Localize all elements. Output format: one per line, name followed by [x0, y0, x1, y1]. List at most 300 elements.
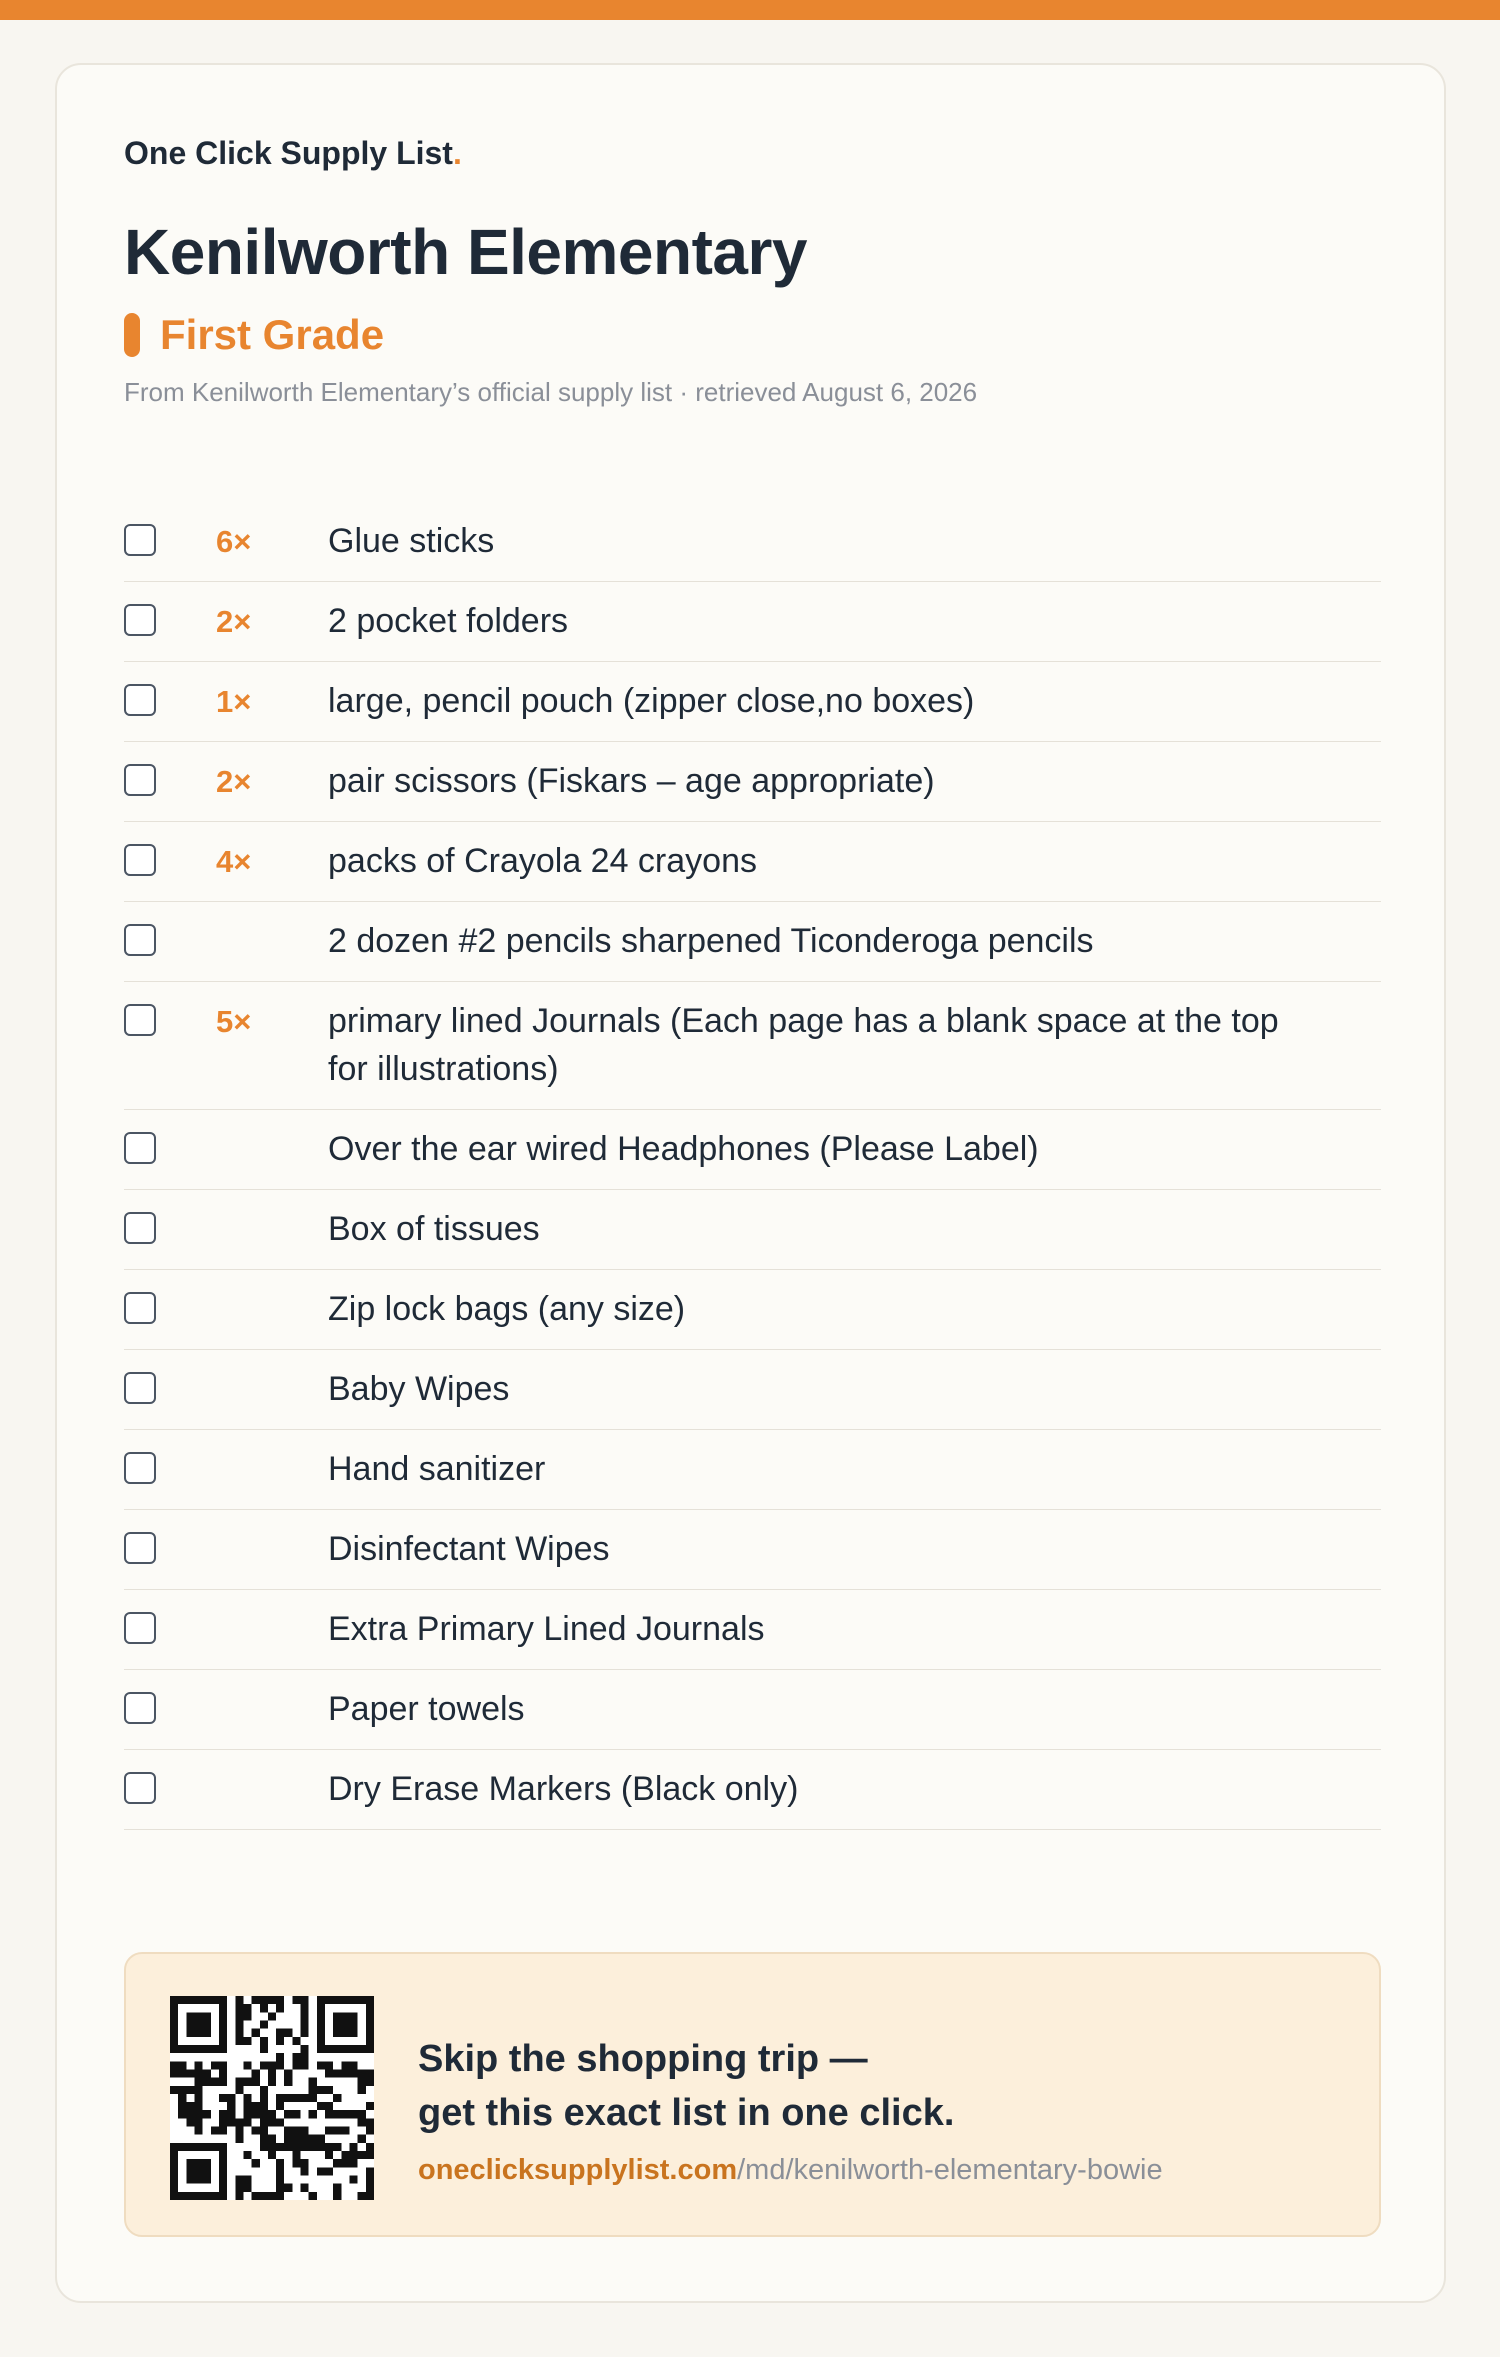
qr-module [219, 2127, 227, 2135]
qr-module [317, 2167, 325, 2175]
qr-module [260, 1996, 268, 2004]
qr-module [268, 2012, 276, 2020]
qr-module [317, 2102, 325, 2110]
qr-module [203, 2159, 211, 2167]
qr-module [178, 2069, 186, 2077]
qr-module [194, 2012, 202, 2020]
qr-module [243, 2004, 251, 2012]
list-item [124, 502, 1381, 582]
qr-module [301, 1996, 309, 2004]
qr-module [211, 2061, 219, 2069]
qr-module [301, 2167, 309, 2175]
qr-module [350, 2045, 358, 2053]
qr-module [170, 2143, 178, 2151]
qr-module [268, 2192, 276, 2200]
item-quantity: 2× [216, 604, 252, 639]
item-checkbox[interactable] [124, 1372, 156, 1404]
qr-module [194, 2167, 202, 2175]
qr-module [211, 2192, 219, 2200]
qr-module [350, 2012, 358, 2020]
qr-module [186, 2192, 194, 2200]
qr-module [284, 2094, 292, 2102]
qr-module [309, 2078, 317, 2086]
qr-module [219, 2069, 227, 2077]
qr-module [260, 2143, 268, 2151]
qr-module [194, 2078, 202, 2086]
qr-module [350, 2176, 358, 2184]
qr-module [235, 2037, 243, 2045]
qr-module [350, 2110, 358, 2118]
qr-module [219, 2176, 227, 2184]
qr-module [309, 2110, 317, 2118]
qr-module [292, 2061, 300, 2069]
qr-module [260, 2135, 268, 2143]
qr-module [268, 2135, 276, 2143]
qr-module [235, 2012, 243, 2020]
qr-module [366, 1996, 374, 2004]
item-checkbox[interactable] [124, 1772, 156, 1804]
qr-module [333, 2127, 341, 2135]
qr-module [366, 2020, 374, 2028]
promo-url-domain[interactable]: oneclicksupplylist.com [418, 2154, 738, 2186]
qr-module [243, 2176, 251, 2184]
qr-module [292, 2143, 300, 2151]
qr-module [317, 2012, 325, 2020]
qr-module [325, 2151, 333, 2159]
item-checkbox[interactable] [124, 1532, 156, 1564]
qr-module [276, 2053, 284, 2061]
list-item [124, 1510, 1381, 1590]
qr-module [260, 2118, 268, 2126]
list-item [124, 982, 1381, 1110]
item-checkbox[interactable] [124, 1004, 156, 1036]
qr-module [219, 2004, 227, 2012]
qr-module [350, 2151, 358, 2159]
qr-module [235, 2078, 243, 2086]
qr-module [350, 2029, 358, 2037]
qr-module [243, 2110, 251, 2118]
qr-module [341, 1996, 349, 2004]
qr-module [350, 1996, 358, 2004]
qr-module [243, 2061, 251, 2069]
qr-module [235, 2020, 243, 2028]
qr-module [309, 2192, 317, 2200]
qr-module [341, 2045, 349, 2053]
brand-dot: . [452, 135, 462, 171]
qr-module [211, 2045, 219, 2053]
qr-module [341, 2110, 349, 2118]
qr-module [203, 2110, 211, 2118]
qr-module [333, 2020, 341, 2028]
qr-module [260, 2192, 268, 2200]
qr-module [194, 2069, 202, 2077]
qr-code-graphic [170, 1996, 374, 2200]
qr-module [219, 2151, 227, 2159]
qr-module [194, 2086, 202, 2094]
qr-module [301, 2053, 309, 2061]
qr-module [317, 2004, 325, 2012]
qr-module [243, 2012, 251, 2020]
qr-module [219, 2078, 227, 2086]
qr-module [276, 2094, 284, 2102]
qr-module [292, 2127, 300, 2135]
qr-module [170, 2176, 178, 2184]
qr-module [219, 2045, 227, 2053]
qr-module [219, 2020, 227, 2028]
item-checkbox[interactable] [124, 1212, 156, 1244]
qr-module [341, 2151, 349, 2159]
qr-module [333, 2012, 341, 2020]
qr-module [276, 2159, 284, 2167]
qr-module [341, 2020, 349, 2028]
qr-module [309, 2143, 317, 2151]
qr-module [325, 2127, 333, 2135]
qr-module [219, 2118, 227, 2126]
qr-module [276, 2037, 284, 2045]
list-item [124, 1350, 1381, 1430]
qr-module [243, 2151, 251, 2159]
item-checkbox[interactable] [124, 524, 156, 556]
qr-code-icon[interactable] [170, 1996, 374, 2200]
qr-module [170, 2086, 178, 2094]
item-checkbox[interactable] [124, 1452, 156, 1484]
list-item [124, 1190, 1381, 1270]
qr-module [170, 2020, 178, 2028]
qr-module [178, 2045, 186, 2053]
item-quantity: 5× [216, 1004, 252, 1039]
qr-module [284, 2069, 292, 2077]
item-checkbox[interactable] [124, 1132, 156, 1164]
qr-module [203, 2167, 211, 2175]
qr-module [186, 2102, 194, 2110]
list-item [124, 582, 1381, 662]
qr-module [341, 2012, 349, 2020]
qr-module [333, 2094, 341, 2102]
qr-module [284, 2143, 292, 2151]
qr-module [219, 2143, 227, 2151]
qr-module [276, 2004, 284, 2012]
qr-module [301, 2127, 309, 2135]
qr-module [350, 2159, 358, 2167]
qr-module [358, 2135, 366, 2143]
qr-module [194, 2020, 202, 2028]
item-checkbox[interactable] [124, 1292, 156, 1324]
qr-module [260, 2094, 268, 2102]
qr-module [333, 2159, 341, 2167]
qr-module [194, 2192, 202, 2200]
qr-module [194, 2159, 202, 2167]
qr-module [260, 2110, 268, 2118]
qr-module [219, 2184, 227, 2192]
qr-module [194, 2094, 202, 2102]
item-quantity: 2× [216, 764, 252, 799]
qr-module [227, 2102, 235, 2110]
qr-module [178, 1996, 186, 2004]
item-checkbox[interactable] [124, 1612, 156, 1644]
qr-module [203, 2012, 211, 2020]
qr-module [170, 2012, 178, 2020]
qr-module [186, 2143, 194, 2151]
qr-module [292, 2094, 300, 2102]
qr-module [301, 2029, 309, 2037]
qr-module [170, 2061, 178, 2069]
qr-module [260, 2020, 268, 2028]
qr-module [203, 2069, 211, 2077]
qr-module [358, 2069, 366, 2077]
qr-module [178, 2143, 186, 2151]
item-checkbox[interactable] [124, 764, 156, 796]
qr-module [366, 2184, 374, 2192]
qr-module [284, 2029, 292, 2037]
promo-headline-line1: Skip the shopping trip — [418, 2038, 868, 2080]
qr-module [211, 2143, 219, 2151]
qr-module [366, 2167, 374, 2175]
qr-module [235, 2176, 243, 2184]
qr-module [292, 2151, 300, 2159]
qr-module [358, 2045, 366, 2053]
qr-module [301, 2004, 309, 2012]
qr-module [203, 2078, 211, 2086]
qr-module [186, 2110, 194, 2118]
qr-module [219, 1996, 227, 2004]
qr-module [203, 2176, 211, 2184]
qr-module [350, 2143, 358, 2151]
qr-module [186, 2069, 194, 2077]
qr-module [227, 2118, 235, 2126]
qr-module [366, 2029, 374, 2037]
qr-module [252, 2029, 260, 2037]
qr-module [186, 2118, 194, 2126]
qr-module [317, 2135, 325, 2143]
qr-module [186, 2045, 194, 2053]
qr-module [227, 2110, 235, 2118]
qr-module [170, 2167, 178, 2175]
list-item [124, 1270, 1381, 1350]
qr-module [358, 2118, 366, 2126]
qr-module [333, 2069, 341, 2077]
page-title: Kenilworth Elementary [124, 216, 807, 288]
qr-module [333, 2045, 341, 2053]
qr-module [186, 2167, 194, 2175]
item-label: Box of tissues [328, 1210, 540, 1248]
qr-module [194, 2029, 202, 2037]
qr-module [243, 2102, 251, 2110]
qr-module [219, 2094, 227, 2102]
qr-module [358, 2086, 366, 2094]
qr-module [203, 1996, 211, 2004]
qr-module [292, 1996, 300, 2004]
qr-module [203, 2192, 211, 2200]
qr-module [358, 2110, 366, 2118]
qr-module [203, 2045, 211, 2053]
qr-module [235, 2192, 243, 2200]
qr-module [268, 1996, 276, 2004]
qr-module [301, 2045, 309, 2053]
qr-module [333, 2192, 341, 2200]
promo-link[interactable] [418, 2154, 1163, 2187]
qr-module [260, 2004, 268, 2012]
qr-module [243, 2118, 251, 2126]
qr-module [268, 2118, 276, 2126]
qr-module [301, 2184, 309, 2192]
qr-module [235, 2029, 243, 2037]
qr-module [350, 2069, 358, 2077]
item-label: Glue sticks [328, 522, 495, 560]
qr-module [317, 2086, 325, 2094]
qr-module [219, 2110, 227, 2118]
item-quantity: 4× [216, 844, 252, 879]
qr-module [350, 2061, 358, 2069]
promo-box [124, 1952, 1381, 2237]
qr-module [170, 2004, 178, 2012]
qr-module [284, 2135, 292, 2143]
qr-module [325, 2143, 333, 2151]
qr-module [252, 2192, 260, 2200]
qr-module [211, 2078, 219, 2086]
qr-module [194, 2102, 202, 2110]
qr-module [333, 2184, 341, 2192]
qr-module [186, 1996, 194, 2004]
qr-module [284, 2127, 292, 2135]
list-item [124, 662, 1381, 742]
qr-module [268, 2110, 276, 2118]
qr-module [170, 2037, 178, 2045]
qr-module [203, 2020, 211, 2028]
qr-module [276, 2184, 284, 2192]
qr-module [235, 2184, 243, 2192]
qr-module [366, 2176, 374, 2184]
qr-module [170, 2029, 178, 2037]
qr-module [235, 2135, 243, 2143]
qr-module [235, 2127, 243, 2135]
qr-module [235, 2086, 243, 2094]
qr-module [292, 2053, 300, 2061]
qr-module [194, 2118, 202, 2126]
qr-module [276, 2118, 284, 2126]
qr-module [219, 2012, 227, 2020]
list-item [124, 742, 1381, 822]
qr-module [235, 2118, 243, 2126]
qr-module [252, 2110, 260, 2118]
qr-module [309, 2086, 317, 2094]
qr-module [178, 2086, 186, 2094]
qr-module [170, 2159, 178, 2167]
qr-module [260, 2102, 268, 2110]
qr-module [268, 2069, 276, 2077]
qr-module [186, 2029, 194, 2037]
qr-module [178, 2061, 186, 2069]
qr-module [194, 2110, 202, 2118]
qr-module [203, 2143, 211, 2151]
qr-module [219, 2029, 227, 2037]
qr-module [317, 2020, 325, 2028]
grade-accent-bar [124, 313, 140, 357]
qr-module [301, 2143, 309, 2151]
qr-module [219, 2192, 227, 2200]
qr-module [252, 1996, 260, 2004]
item-checkbox[interactable] [124, 924, 156, 956]
qr-module [309, 2135, 317, 2143]
qr-module [227, 2094, 235, 2102]
qr-module [366, 2004, 374, 2012]
qr-module [358, 2078, 366, 2086]
qr-module [317, 2061, 325, 2069]
item-checkbox[interactable] [124, 604, 156, 636]
qr-module [301, 2159, 309, 2167]
qr-module [252, 2102, 260, 2110]
supply-items-list [124, 502, 1381, 1830]
qr-module [341, 2159, 349, 2167]
qr-module [243, 2184, 251, 2192]
qr-module [284, 2184, 292, 2192]
qr-module [301, 2135, 309, 2143]
list-item [124, 1590, 1381, 1670]
qr-module [301, 2094, 309, 2102]
qr-module [276, 2102, 284, 2110]
qr-module [170, 2151, 178, 2159]
grade-heading [124, 310, 384, 360]
item-label: large, pencil pouch (zipper close,no boxes) [328, 682, 975, 720]
qr-module [268, 2143, 276, 2151]
qr-module [366, 2045, 374, 2053]
qr-module [325, 2110, 333, 2118]
qr-module [243, 2078, 251, 2086]
qr-module [366, 2151, 374, 2159]
qr-module [333, 2143, 341, 2151]
item-label: 2 pocket folders [328, 602, 569, 640]
qr-module [292, 2135, 300, 2143]
qr-module [194, 2045, 202, 2053]
qr-module [252, 2159, 260, 2167]
qr-module [333, 1996, 341, 2004]
item-checkbox[interactable] [124, 844, 156, 876]
qr-module [333, 2029, 341, 2037]
qr-module [194, 1996, 202, 2004]
qr-module [350, 2020, 358, 2028]
qr-module [194, 2127, 202, 2135]
promo-url-path[interactable]: /md/kenilworth-elementary-bowie [737, 2154, 1163, 2186]
qr-module [186, 2176, 194, 2184]
qr-module [292, 2037, 300, 2045]
qr-module [260, 2037, 268, 2045]
qr-module [276, 2176, 284, 2184]
qr-module [276, 1996, 284, 2004]
qr-module [235, 2004, 243, 2012]
qr-module [276, 2061, 284, 2069]
qr-module [366, 2078, 374, 2086]
item-label: pair scissors (Fiskars – age appropriate) [328, 762, 935, 800]
qr-module [194, 2176, 202, 2184]
qr-module [186, 2086, 194, 2094]
item-checkbox[interactable] [124, 1692, 156, 1724]
qr-module [325, 1996, 333, 2004]
qr-module [358, 2151, 366, 2159]
qr-module [325, 2069, 333, 2077]
qr-module [178, 2094, 186, 2102]
qr-module [186, 2020, 194, 2028]
qr-module [219, 2037, 227, 2045]
qr-module [276, 2143, 284, 2151]
source-note: From Kenilworth Elementary’s official supply list · retrieved August 6, 2026 [124, 377, 978, 407]
qr-module [317, 2143, 325, 2151]
qr-module [252, 2078, 260, 2086]
item-label: Dry Erase Markers (Black only) [328, 1770, 799, 1808]
qr-module [325, 2167, 333, 2175]
item-checkbox[interactable] [124, 684, 156, 716]
qr-module [366, 2069, 374, 2077]
qr-module [186, 2012, 194, 2020]
qr-module [211, 1996, 219, 2004]
